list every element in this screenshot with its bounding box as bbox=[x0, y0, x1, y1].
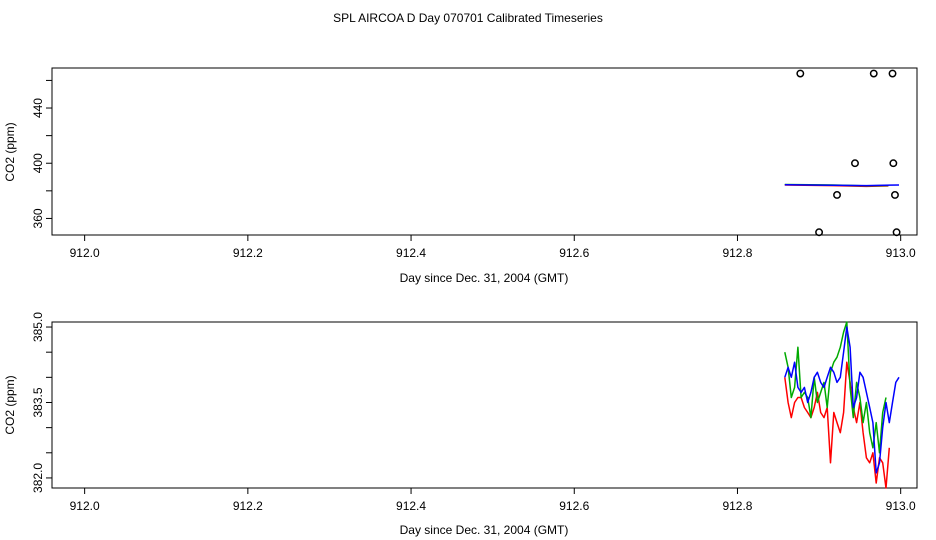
x-tick-label: 912.4 bbox=[396, 246, 427, 260]
y-tick-label: 360 bbox=[31, 208, 45, 229]
x-tick-label: 912.6 bbox=[559, 246, 590, 260]
y-axis-label: CO2 (ppm) bbox=[3, 375, 17, 435]
x-tick-label: 912.2 bbox=[232, 246, 263, 260]
x-tick-label: 912.2 bbox=[232, 499, 263, 513]
y-tick-label: 385.0 bbox=[31, 312, 45, 343]
y-tick-label: 440 bbox=[31, 98, 45, 119]
x-tick-label: 913.0 bbox=[885, 246, 916, 260]
x-tick-label: 913.0 bbox=[885, 499, 916, 513]
y-tick-label: 383.5 bbox=[31, 387, 45, 418]
series-line bbox=[785, 185, 899, 186]
y-tick-label: 400 bbox=[31, 153, 45, 174]
x-tick-label: 912.4 bbox=[396, 499, 427, 513]
y-tick-label: 382.0 bbox=[31, 462, 45, 493]
x-tick-label: 912.0 bbox=[69, 246, 100, 260]
x-tick-label: 912.8 bbox=[722, 246, 753, 260]
x-axis-label: Day since Dec. 31, 2004 (GMT) bbox=[399, 271, 569, 285]
y-axis-label: CO2 (ppm) bbox=[3, 122, 17, 182]
x-axis-label: Day since Dec. 31, 2004 (GMT) bbox=[399, 523, 569, 537]
x-tick-label: 912.0 bbox=[69, 499, 100, 513]
x-tick-label: 912.6 bbox=[559, 499, 590, 513]
x-tick-label: 912.8 bbox=[722, 499, 753, 513]
figure-title: SPL AIRCOA D Day 070701 Calibrated Timeseries bbox=[333, 11, 603, 25]
